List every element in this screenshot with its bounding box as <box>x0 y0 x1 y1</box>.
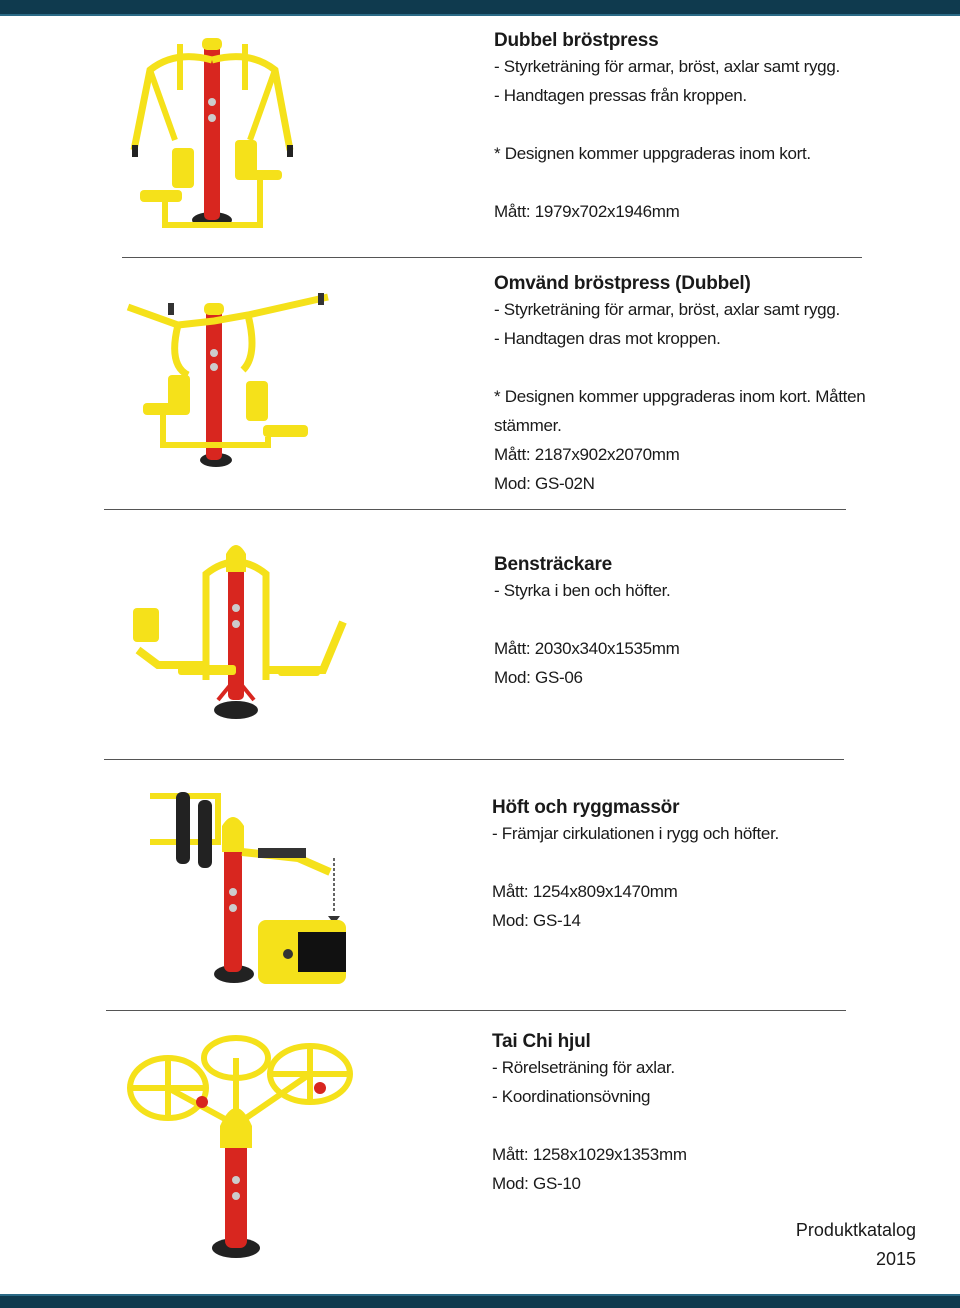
product-model: Mod: GS-02N <box>494 474 595 493</box>
product-line: * Designen kommer uppgraderas inom kort. <box>494 144 811 163</box>
product-line: - Styrka i ben och höfter. <box>494 581 671 600</box>
product-title: Dubbel bröstpress <box>494 30 659 51</box>
product-line: - Handtagen dras mot kroppen. <box>494 329 721 348</box>
divider <box>104 759 844 760</box>
top-band <box>0 0 960 16</box>
product-model: Mod: GS-14 <box>492 911 581 930</box>
product-line: - Styrketräning för armar, bröst, axlar samt rygg. <box>494 57 840 76</box>
product-line: - Främjar cirkulationen i rygg och höfter. <box>492 824 779 843</box>
reverse-chest-press-image <box>118 285 336 483</box>
product-dimensions: Mått: 2030x340x1535mm <box>494 639 680 658</box>
bottom-band <box>0 1294 960 1308</box>
product-dimensions: Mått: 1979x702x1946mm <box>494 202 680 221</box>
hip-back-massager-image <box>148 782 348 990</box>
footer-year: 2015 <box>875 1249 916 1269</box>
product-line: - Koordinationsövning <box>492 1087 651 1106</box>
product-dimensions: Mått: 2187x902x2070mm <box>494 445 680 464</box>
product-dimensions: Mått: 1254x809x1470mm <box>492 882 678 901</box>
double-chest-press-image <box>120 30 300 245</box>
product-title: Höft och ryggmassör <box>492 797 680 818</box>
product-model: Mod: GS-06 <box>494 668 583 687</box>
divider <box>106 1010 846 1011</box>
product-line: - Styrketräning för armar, bröst, axlar samt rygg. <box>494 300 840 319</box>
catalog-footer <box>796 1216 916 1274</box>
footer-catalog-label: Produktkatalog <box>795 1220 916 1240</box>
product-model: Mod: GS-10 <box>492 1174 581 1193</box>
product-title: Tai Chi hjul <box>492 1031 591 1052</box>
product-title: Omvänd bröstpress (Dubbel) <box>494 273 751 294</box>
tai-chi-wheel-image <box>120 1030 360 1265</box>
divider <box>104 509 846 510</box>
product-line: - Handtagen pressas från kroppen. <box>494 86 747 105</box>
product-line: - Rörelseträning för axlar. <box>492 1058 675 1077</box>
product-title: Bensträckare <box>494 554 613 575</box>
leg-stretcher-image <box>118 530 358 725</box>
product-line: * Designen kommer uppgraderas inom kort. Måtten stämmer. <box>494 387 866 435</box>
divider <box>122 257 862 258</box>
product-dimensions: Mått: 1258x1029x1353mm <box>492 1145 687 1164</box>
